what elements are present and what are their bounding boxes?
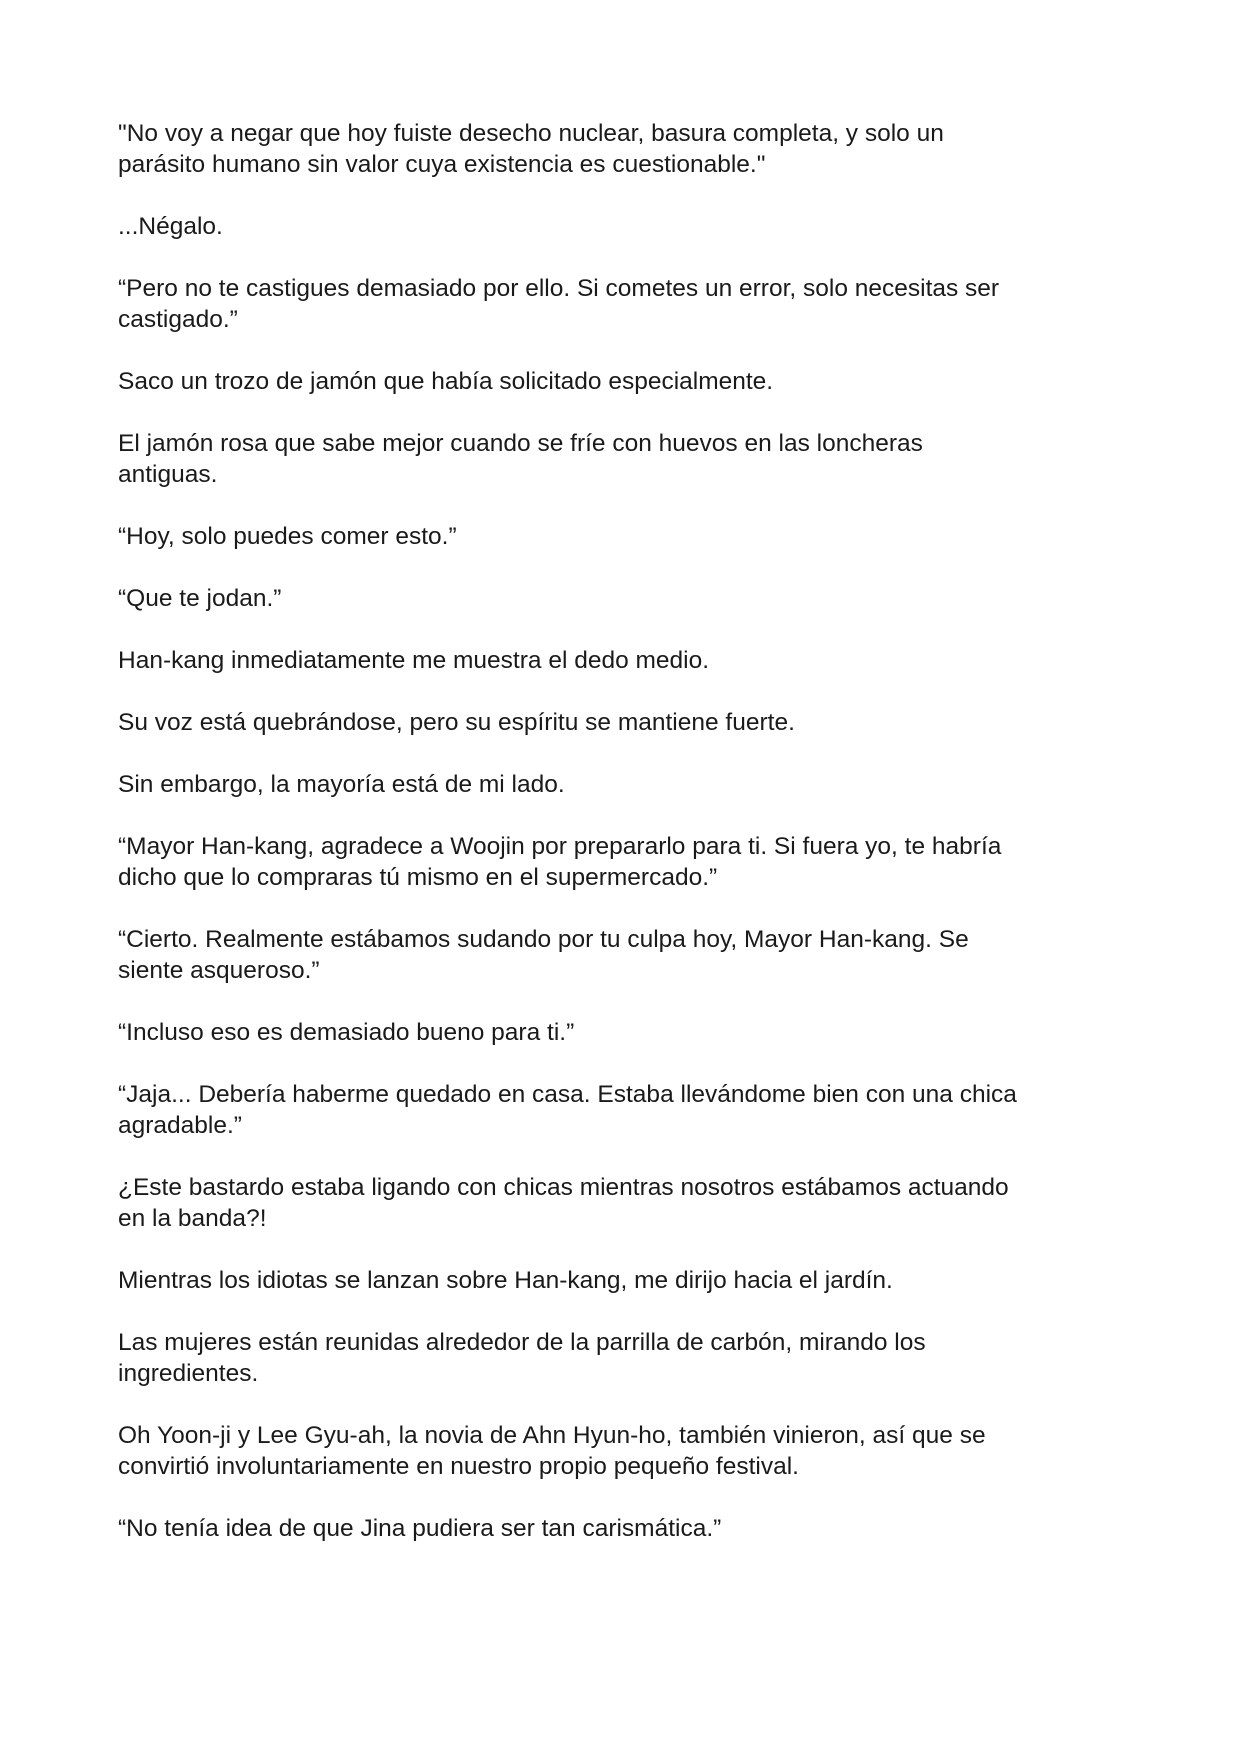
text-line: ¿Este bastardo estaba ligando con chicas mientras nosotros estábamos actuando [118,1174,1009,1201]
text-line: Oh Yoon-ji y Lee Gyu-ah, la novia de Ahn Hyun-ho, también vinieron, así que se [118,1422,986,1449]
text-line: ...Négalo. [118,213,223,240]
text-line: siente asqueroso.” [118,957,320,984]
text-line: “No tenía idea de que Jina pudiera ser tan carismática.” [118,1515,722,1542]
paragraph [118,645,1138,676]
text-line: “Incluso eso es demasiado bueno para ti.” [118,1019,575,1046]
text-line: “Cierto. Realmente estábamos sudando por tu culpa hoy, Mayor Han-kang. Se [118,926,969,953]
text-line: agradable.” [118,1112,242,1139]
text-line: “Pero no te castigues demasiado por ello. Si cometes un error, solo necesitas ser [118,275,1000,302]
paragraph [118,831,1138,893]
text-line: antiguas. [118,461,218,488]
text-line: parásito humano sin valor cuya existencia es cuestionable." [118,151,766,178]
text-line: “Hoy, solo puedes comer esto.” [118,523,457,550]
text-line: dicho que lo compraras tú mismo en el supermercado.” [118,864,718,891]
paragraph [118,366,1138,397]
paragraph [118,924,1138,986]
paragraph [118,707,1138,738]
text-line: en la banda?! [118,1205,267,1232]
paragraph [118,118,1138,180]
paragraph [118,583,1138,614]
paragraph [118,1420,1138,1482]
text-line: “Que te jodan.” [118,585,282,612]
text-line: Han-kang inmediatamente me muestra el dedo medio. [118,647,710,674]
paragraph [118,1172,1138,1234]
paragraph [118,1265,1138,1296]
text-line: convirtió involuntariamente en nuestro propio pequeño festival. [118,1453,799,1480]
paragraph [118,1513,1138,1544]
paragraph [118,769,1138,800]
text-line: "No voy a negar que hoy fuiste desecho nuclear, basura completa, y solo un [118,120,944,147]
text-line: castigado.” [118,306,238,333]
text-line: Sin embargo, la mayoría está de mi lado. [118,771,565,798]
text-line: “Mayor Han-kang, agradece a Woojin por prepararlo para ti. Si fuera yo, te habría [118,833,1002,860]
text-line: Saco un trozo de jamón que había solicitado especialmente. [118,368,774,395]
text-line: ingredientes. [118,1360,259,1387]
text-line: Su voz está quebrándose, pero su espíritu se mantiene fuerte. [118,709,795,736]
text-line: Las mujeres están reunidas alrededor de la parrilla de carbón, mirando los [118,1329,926,1356]
paragraph [118,428,1138,490]
document-body [118,118,1138,1575]
paragraph [118,273,1138,335]
text-line: El jamón rosa que sabe mejor cuando se fríe con huevos en las loncheras [118,430,923,457]
paragraph [118,1017,1138,1048]
paragraph [118,1327,1138,1389]
paragraph [118,211,1138,242]
paragraph [118,521,1138,552]
paragraph [118,1079,1138,1141]
text-line: Mientras los idiotas se lanzan sobre Han-kang, me dirijo hacia el jardín. [118,1267,893,1294]
text-line: “Jaja... Debería haberme quedado en casa. Estaba llevándome bien con una chica [118,1081,1017,1108]
